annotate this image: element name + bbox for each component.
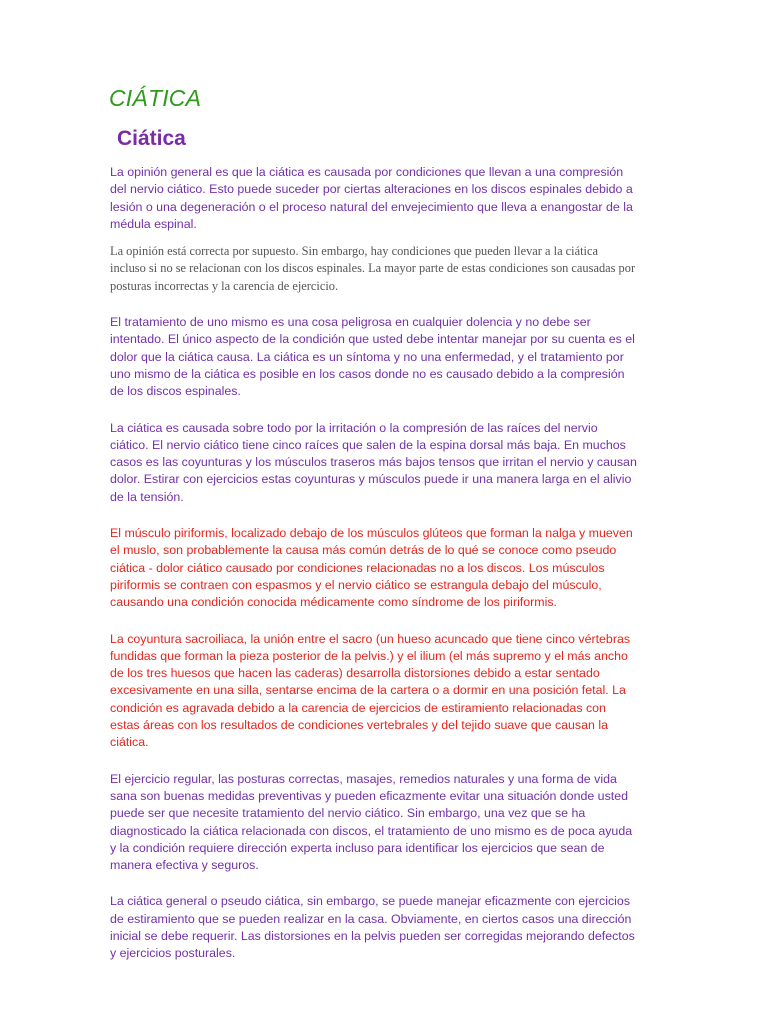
paragraph-2: La opinión está correcta por supuesto. Sin embargo, hay condiciones que pueden llevar a la ciática incluso si no se relacionan con los discos espinales. La mayor parte de estas condiciones son causadas por posturas incorrectas y la carencia de ejercicio. bbox=[110, 244, 636, 293]
paragraph-3: El tratamiento de uno mismo es una cosa peligrosa en cualquier dolencia y no debe ser intentado. El único aspecto de la condición que usted debe intentar manejar por su cuenta es el dolor que la ciática causa. La ciática es un síntoma y no una enfermedad, y el tratamiento por uno mismo de la ciática es posible en los casos donde no es causado debido a la compresión de los discos espinales. bbox=[110, 315, 635, 399]
paragraph-8: La ciática general o pseudo ciática, sin embargo, se puede manejar eficazmente con ejercicios de estiramiento que se pueden realizar en la casa. Obviamente, en ciertos casos una dirección inicial se debe requerir. Las distorsiones en la pelvis pueden ser corregidas mejorando defectos y ejercicios posturales. bbox=[110, 894, 635, 961]
paragraph-7: El ejercicio regular, las posturas correctas, masajes, remedios naturales y una forma de vida sana son buenas medidas preventivas y pueden eficazmente evitar una situación donde usted puede ser que necesite tratamiento del nervio ciático. Sin embargo, una vez que se ha diagnosticado la ciática relacionada con discos, el tratamiento de uno mismo es de poca ayuda y la condición requiere dirección experta incluso para identificar los ejercicios que sean de manera efectiva y seguros. bbox=[110, 771, 633, 873]
document-body bbox=[110, 164, 690, 963]
section-heading: Ciática bbox=[117, 127, 186, 150]
paragraph-4: La ciática es causada sobre todo por la irritación o la compresión de las raíces del nervio ciático. El nervio ciático tiene cinco raíces que salen de la espina dorsal más baja. En muchos casos es las coyunturas y los músculos traseros más bajos tensos que irritan el nervio y causan dolor. Estirar con ejercicios estas coyunturas y músculos puede ir una manera larga en el alivio de la tensión. bbox=[110, 420, 637, 504]
paragraph-5: El músculo piriformis, localizado debajo de los músculos glúteos que forman la nalga y mueven el muslo, son probablemente la causa más común detrás de lo qué se conoce como pseudo ciática - dolor ciático causado por condiciones relacionadas no a los discos. Los músculos piriformis se contraen con espasmos y el nervio ciático se estrangula debajo del músculo, causando una condición conocida médicamente como síndrome de los piriformis. bbox=[110, 526, 633, 610]
document-title: CIÁTICA bbox=[109, 85, 202, 111]
paragraph-6: La coyuntura sacroiliaca, la unión entre el sacro (un hueso acuncado que tiene cinco vértebras fundidas que forman la pieza posterior de la pelvis.) y el ilium (el más supremo y el más ancho de los tres huesos que hacen las caderas) desarrolla distorsiones debido a estar sentado excesivamente en una silla, sentarse encima de la cartera o a dormir en una posición fetal. La condición es agravada debido a la carencia de ejercicios de estiramiento relacionadas con estas áreas con los resultados de condiciones vertebrales y del tejido suave que causan la ciática. bbox=[110, 631, 631, 750]
paragraph-1: La opinión general es que la ciática es causada por condiciones que llevan a una compresión del nervio ciático. Esto puede suceder por ciertas alteraciones en los discos espinales debido a lesión o una degeneración o el proceso natural del envejecimiento que lleva a enangostar de la médula espinal. bbox=[110, 165, 633, 231]
